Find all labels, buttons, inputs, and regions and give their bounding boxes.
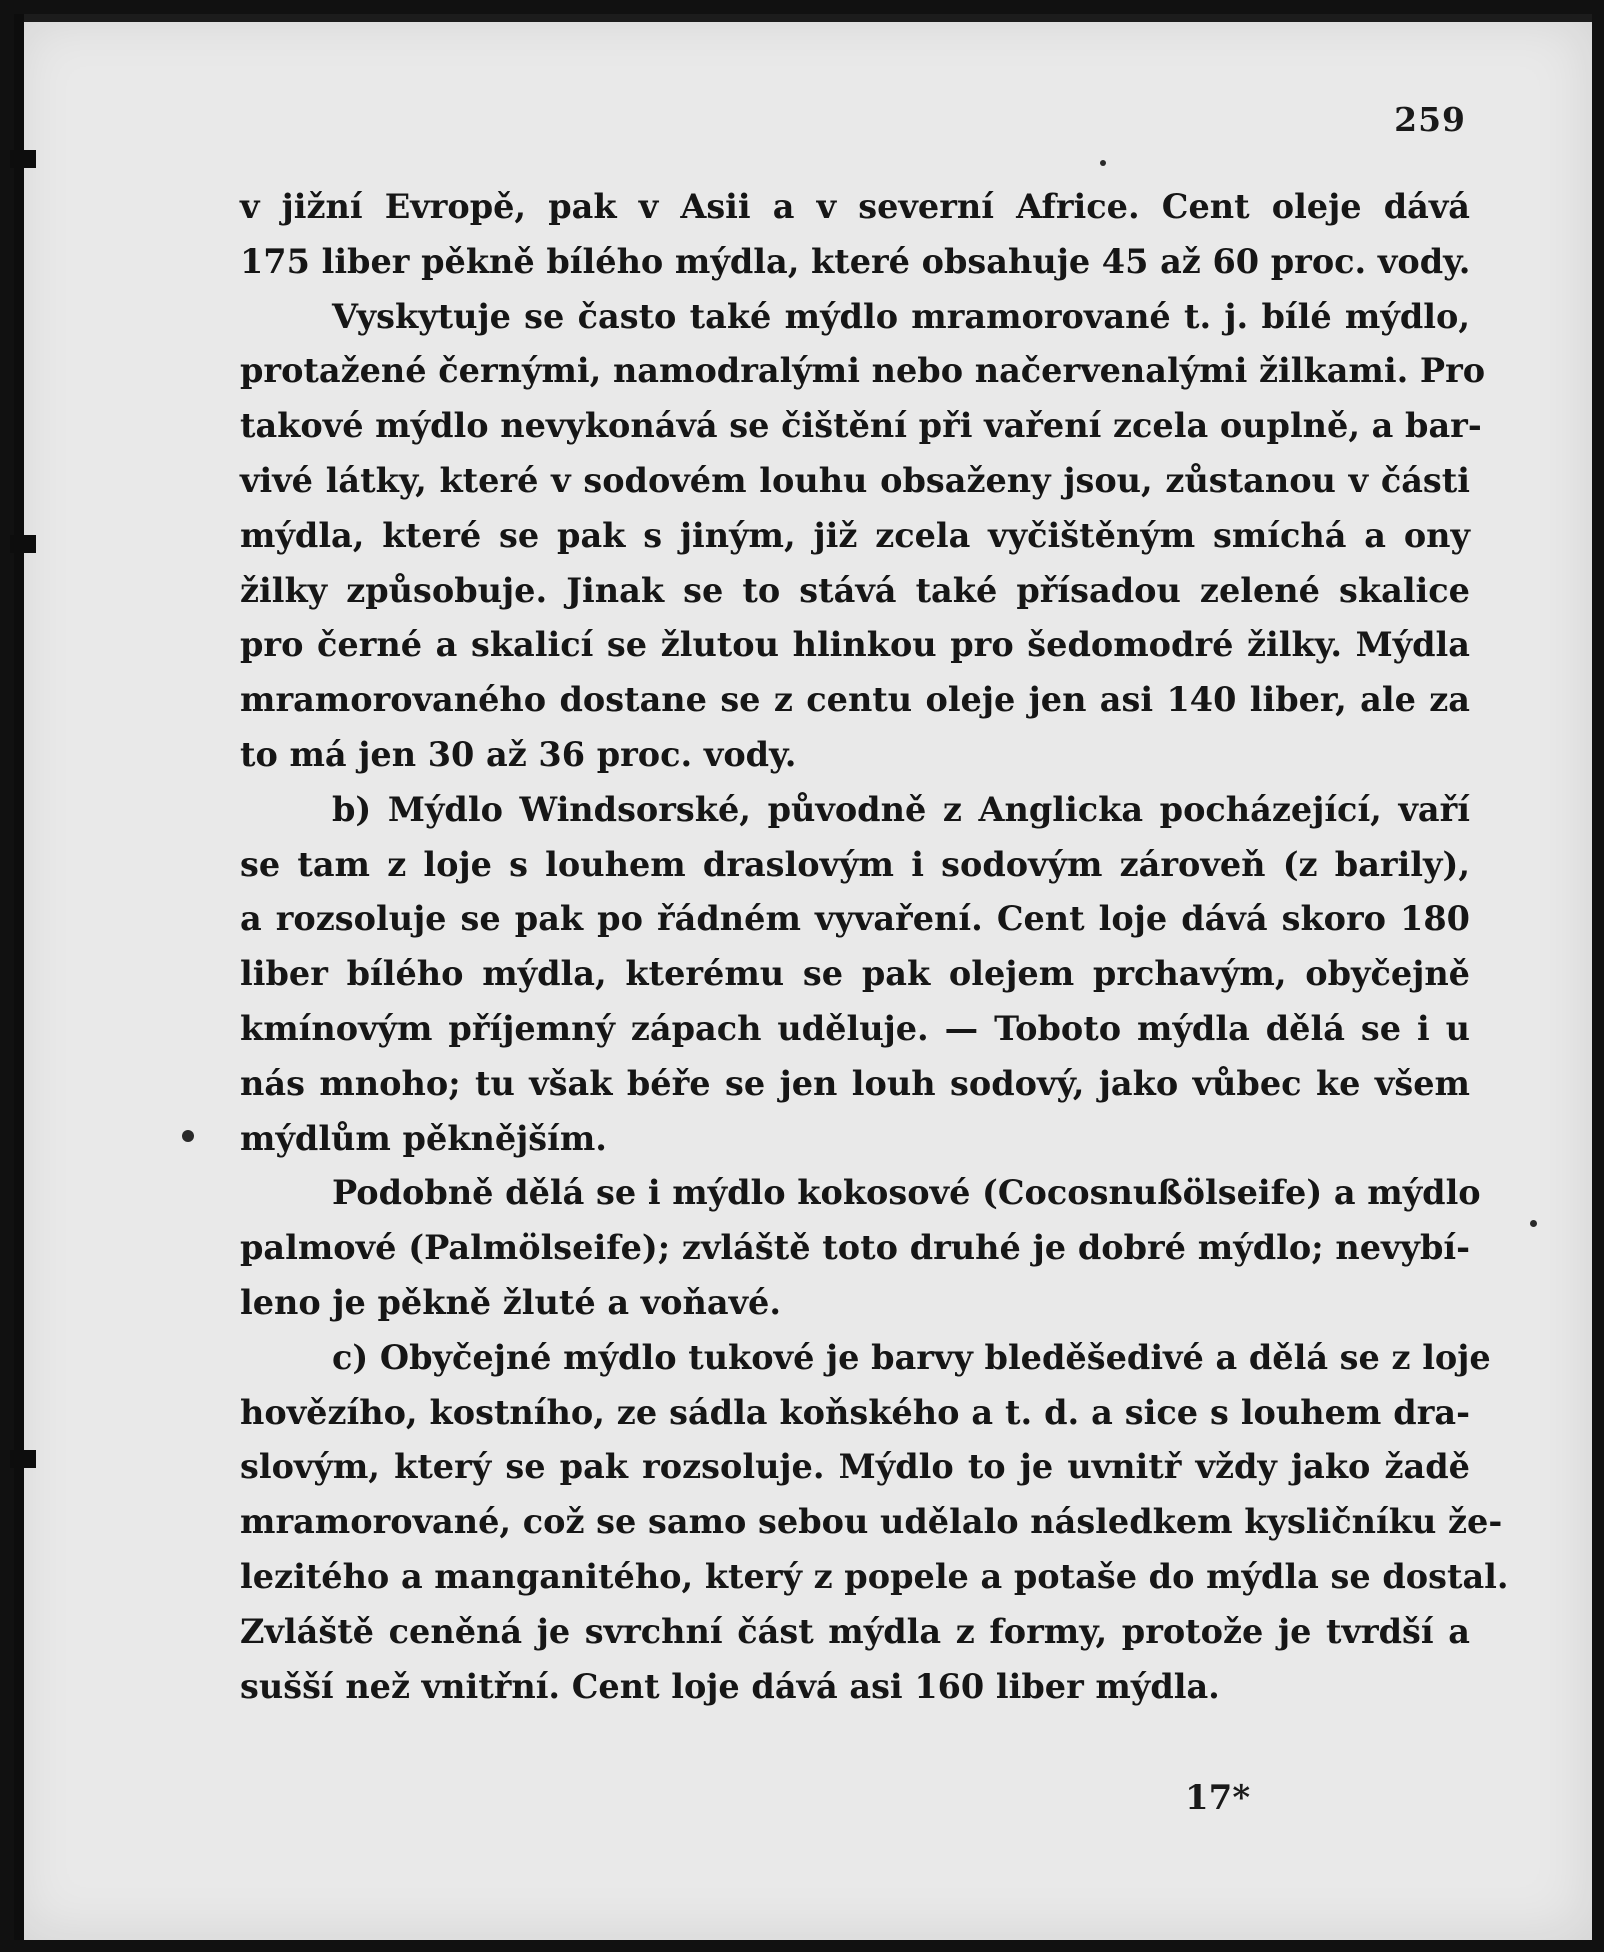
text-line: Vyskytuje se často také mýdlo mramorované t. j. bílé mýdlo, xyxy=(332,296,1470,336)
text-line: mýdla, které se pak s jiným, již zcela vyčištěným smíchá a ony xyxy=(240,515,1470,555)
paragraph xyxy=(240,1331,1509,1715)
binding-mark xyxy=(10,1450,36,1468)
text-line: hovězího, kostního, ze sádla koňského a t. d. a sice s louhem dra- xyxy=(240,1392,1470,1432)
text-line: vivé látky, které v sodovém louhu obsaženy jsou, zůstanou v části xyxy=(240,460,1470,500)
ink-spot xyxy=(182,1130,194,1142)
text-line: Podobně dělá se i mýdlo kokosové (Cocosnußölseife) a mýdlo xyxy=(332,1173,1481,1213)
binding-mark xyxy=(10,150,36,168)
paragraph xyxy=(240,1166,1481,1330)
text-line: Zvláště ceněná je svrchní část mýdla z formy, protože je tvrdší a xyxy=(240,1611,1470,1651)
page-number: 259 xyxy=(1394,100,1466,139)
text-line: pro černé a skalicí se žlutou hlinkou pro šedomodré žilky. Mýdla xyxy=(240,625,1470,665)
text-line: b) Mýdlo Windsorské, původně z Anglicka pocházející, vaří xyxy=(332,789,1470,829)
text-line: v jižní Evropě, pak v Asii a v severní Africe. Cent oleje dává xyxy=(240,187,1470,226)
text-line: nás mnoho; tu však béře se jen louh sodový, jako vůbec ke všem xyxy=(240,1063,1470,1103)
text-line: se tam z loje s louhem draslovým i sodovým zároveň (z barily), xyxy=(240,844,1470,884)
text-line: kmínovým příjemný zápach uděluje. — Toboto mýdla dělá se i u xyxy=(240,1008,1470,1048)
page-top-edge xyxy=(14,14,1592,22)
text-line: palmové (Palmölseife); zvláště toto druhé je dobré mýdlo; nevybí- xyxy=(240,1228,1470,1268)
text-line: leno je pěkně žluté a voňavé. xyxy=(240,1282,782,1322)
text-line: a rozsoluje se pak po řádném vyvaření. Cent loje dává skoro 180 xyxy=(240,899,1470,939)
text-line: mramorované, což se samo sebou udělalo následkem kysličníku že- xyxy=(240,1502,1503,1542)
text-line: to má jen 30 až 36 proc. vody. xyxy=(240,734,797,774)
paragraph xyxy=(240,180,1470,290)
ink-spot xyxy=(1100,160,1106,166)
paragraph xyxy=(240,783,1470,1167)
ink-spot xyxy=(1530,1220,1537,1227)
page-binding-edge xyxy=(14,14,24,1940)
body-text xyxy=(240,180,1509,1714)
binding-mark xyxy=(10,535,36,553)
paragraph xyxy=(240,290,1486,783)
text-line: takové mýdlo nevykonává se čištění při vaření zcela ouplně, a bar- xyxy=(240,406,1482,446)
text-line: c) Obyčejné mýdlo tukové je barvy bleděšedivé a dělá se z loje xyxy=(332,1337,1491,1377)
text-line: mramorovaného dostane se z centu oleje jen asi 140 liber, ale za xyxy=(240,680,1470,720)
text-line: liber bílého mýdla, kterému se pak olejem prchavým, obyčejně xyxy=(240,954,1470,994)
text-line: slovým, který se pak rozsoluje. Mýdlo to je uvnitř vždy jako žadě xyxy=(240,1447,1470,1487)
text-line: žilky způsobuje. Jinak se to stává také přísadou zelené skalice xyxy=(240,570,1470,610)
sheet-signature: 17* xyxy=(1185,1778,1251,1818)
text-line: protažené černými, namodralými nebo načervenalými žilkami. Pro xyxy=(240,351,1486,391)
text-line: lezitého a manganitého, který z popele a potaše do mýdla se dostal. xyxy=(240,1556,1509,1596)
text-line: mýdlům pěknějším. xyxy=(240,1118,607,1158)
text-line: sušší než vnitřní. Cent loje dává asi 160 liber mýdla. xyxy=(240,1666,1220,1706)
text-line: 175 liber pěkně bílého mýdla, které obsahuje 45 až 60 proc. vody. xyxy=(240,241,1471,281)
